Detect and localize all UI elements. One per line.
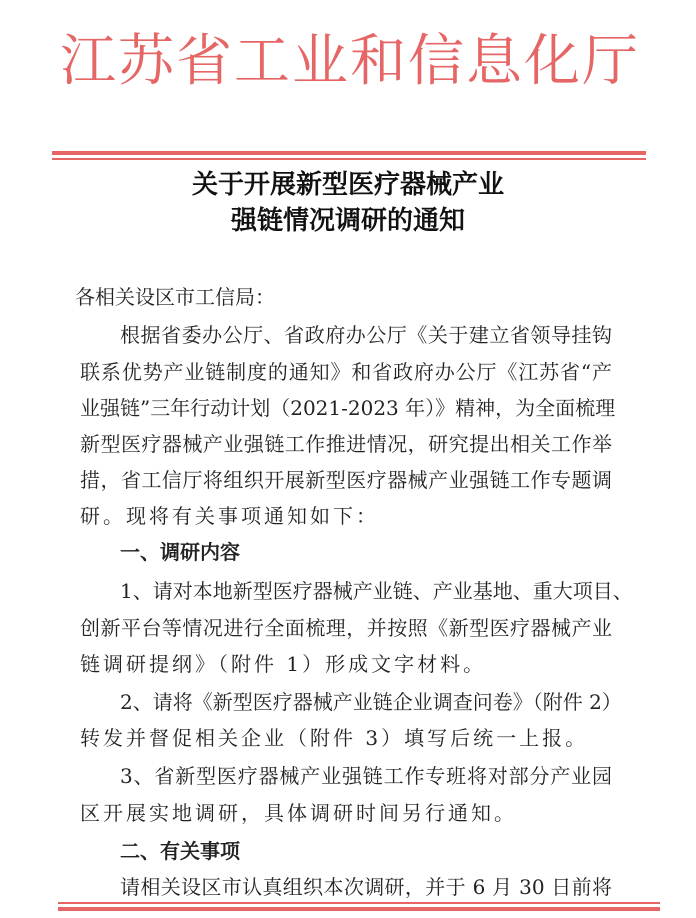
- footer-rule-bottom: [58, 907, 660, 911]
- body-line: 转发并督促相关企业（附件 3）填写后统一上报。: [80, 726, 589, 750]
- body-line: 研。现将有关事项通知如下：: [80, 504, 379, 528]
- body-line: 业强链”三年行动计划（2021-2023 年）》精神，为全面梳理: [80, 396, 616, 420]
- body-line: 区开展实地调研，具体调研时间另行通知。: [80, 801, 517, 825]
- header-rule-bottom: [52, 158, 646, 160]
- body-line: 3、省新型医疗器械产业强链工作专班将对部分产业园: [120, 764, 612, 788]
- page-title-line1: 关于开展新型医疗器械产业: [191, 170, 504, 200]
- body-line: 新型医疗器械产业强链工作推进情况，研究提出相关工作举: [80, 432, 612, 456]
- body-line: 创新平台等情况进行全面梳理，并按照《新型医疗器械产业: [80, 616, 612, 640]
- footer-rule-top: [58, 902, 660, 904]
- body-line: 请相关设区市认真组织本次调研，并于 6 月 30 日前将: [120, 875, 612, 899]
- salutation: 各相关设区市工信局：: [75, 285, 275, 309]
- header-rule-top: [52, 151, 646, 155]
- body-line: 2、请将《新型医疗器械产业链企业调查问卷》（附件 2）: [120, 690, 622, 714]
- body-line: 1、请对本地新型医疗器械产业链、产业基地、重大项目、: [120, 579, 633, 603]
- section-heading-1: 一、调研内容: [120, 540, 240, 564]
- page-title-line2: 强链情况调研的通知: [230, 206, 465, 236]
- section-heading-2: 二、有关事项: [120, 839, 240, 863]
- body-line: 联系优势产业链制度的通知》和省政府办公厅《江苏省“产: [80, 360, 612, 384]
- body-line: 措，省工信厅将组织开展新型医疗器械产业强链工作专题调: [80, 468, 612, 492]
- body-line: 根据省委办公厅、省政府办公厅《关于建立省领导挂钩: [120, 323, 612, 347]
- org-header: 江苏省工业和信息化厅: [60, 29, 640, 94]
- body-line: 链调研提纲》（附件 1）形成文字材料。: [80, 652, 487, 676]
